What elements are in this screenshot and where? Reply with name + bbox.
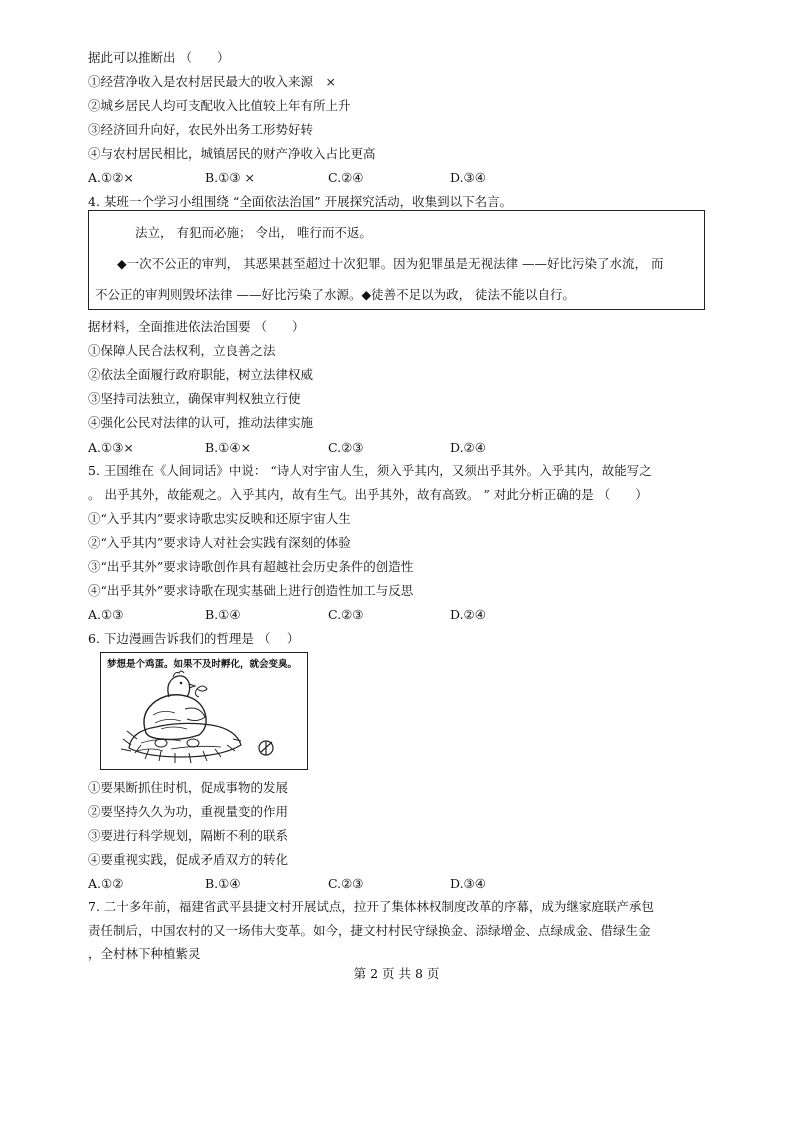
q4-options [88,440,608,456]
q4-ask: 据材料，全面推进依法治国要 （ ） [88,319,305,334]
cartoon-caption: 梦想是个鸡蛋。如果不及时孵化，就会变臭。 [107,659,298,670]
q6-item-1: ①要果断抓住时机，促成事物的发展 [88,780,289,795]
q4-option-c: C.②③ [328,440,364,455]
q7-line-1: 7. 二十多年前，福建省武平县捷文村开展试点，拉开了集体林权制度改革的序幕，成为继家庭联产承包 [88,899,654,914]
q5-item-4: ④“出乎其外”要求诗歌在现实基础上进行创造性加工与反思 [88,583,414,598]
q4-item-3: ③坚持司法独立，确保审判权独立行使 [88,391,301,406]
q5-item-2: ②“入乎其内”要求诗人对社会实践有深刻的体验 [88,535,351,550]
q6-stem: 6. 下边漫画告诉我们的哲理是 （ ） [88,631,300,646]
q3-option-d: D.③④ [450,170,486,185]
q5-stem-line-2: 。 出乎其外，故能观之。入乎其内，故有生气。出乎其外，故有高致。 ” 对此分析正确的是 （ ） [88,487,648,502]
q7-line-2: 责任制后，中国农村的又一场伟大变革。如今，捷文村村民守绿换金、添绿增金、点绿成金、借绿生金 [88,923,651,938]
q6-options [88,876,608,892]
q4-quote-box [88,210,705,310]
q3-option-a: A.①②× [88,170,134,185]
chicken-egg-cartoon [100,652,308,770]
q4-item-2: ②依法全面履行政府职能，树立法律权威 [88,367,314,382]
q5-option-c: C.②③ [328,607,364,622]
q4-quote-line-1: 法立， 有犯而必施； 令出， 唯行而不返。 [135,225,372,240]
q5-option-a: A.①③ [88,607,124,622]
q6-option-c: C.②③ [328,876,364,891]
q3-item-4: ④与农村居民相比，城镇居民的财产净收入占比更高 [88,146,376,161]
q3-options [88,170,608,186]
q4-quote-line-3: 不公正的审判则毁坏法律 ——好比污染了水源。◆徒善不足以为政， 徒法不能以自行。 [95,287,576,302]
q5-option-b: B.①④ [205,607,241,622]
q5-item-1: ①“入乎其内”要求诗歌忠实反映和还原宇宙人生 [88,511,351,526]
q4-option-a: A.①③× [88,440,134,455]
q6-option-a: A.①② [88,876,124,891]
q4-option-b: B.①④× [205,440,252,455]
q4-option-d: D.②④ [450,440,486,455]
q3-option-b: B.①③ × [205,170,256,185]
q4-item-4: ④强化公民对法律的认可，推动法律实施 [88,415,314,430]
q5-stem-line-1: 5. 王国维在《人间词话》中说： “诗人对宇宙人生，须入乎其内，又须出乎其外。入乎其内，故能写之 [88,463,652,478]
page-number: 第 2 页 共 8 页 [353,966,440,981]
q5-options [88,607,608,623]
q3-option-c: C.②④ [328,170,364,185]
q4-quote-line-2: ◆一次不公正的审判， 其恶果甚至超过十次犯罪。因为犯罪虽是无视法律 ——好比污染了水流， 而 [117,256,664,271]
hen-on-nest-drawing [101,653,309,771]
q3-item-2: ②城乡居民人均可支配收入比值较上年有所上升 [88,98,351,113]
q6-item-2: ②要坚持久久为功，重视量变的作用 [88,804,289,819]
q4-item-1: ①保障人民合法权利，立良善之法 [88,343,276,358]
q5-item-3: ③“出乎其外”要求诗歌创作具有超越社会历史条件的创造性 [88,559,414,574]
q3-item-3: ③经济回升向好，农民外出务工形势好转 [88,122,314,137]
q3-item-1: ①经营净收入是农村居民最大的收入来源 × [88,74,336,89]
q6-option-b: B.①④ [205,876,241,891]
q4-stem: 4. 某班一个学习小组围绕 “全面依法治国” 开展探究活动，收集到以下名言。 [88,194,513,209]
q6-option-d: D.③④ [450,876,486,891]
q3-stem: 据此可以推断出 （ ） [88,50,230,65]
q5-option-d: D.②④ [450,607,486,622]
q7-line-3: ，全村林下种植紫灵 [88,946,201,961]
q6-item-3: ③要进行科学规划，隔断不利的联系 [88,828,289,843]
q6-item-4: ④要重视实践，促成矛盾双方的转化 [88,852,289,867]
